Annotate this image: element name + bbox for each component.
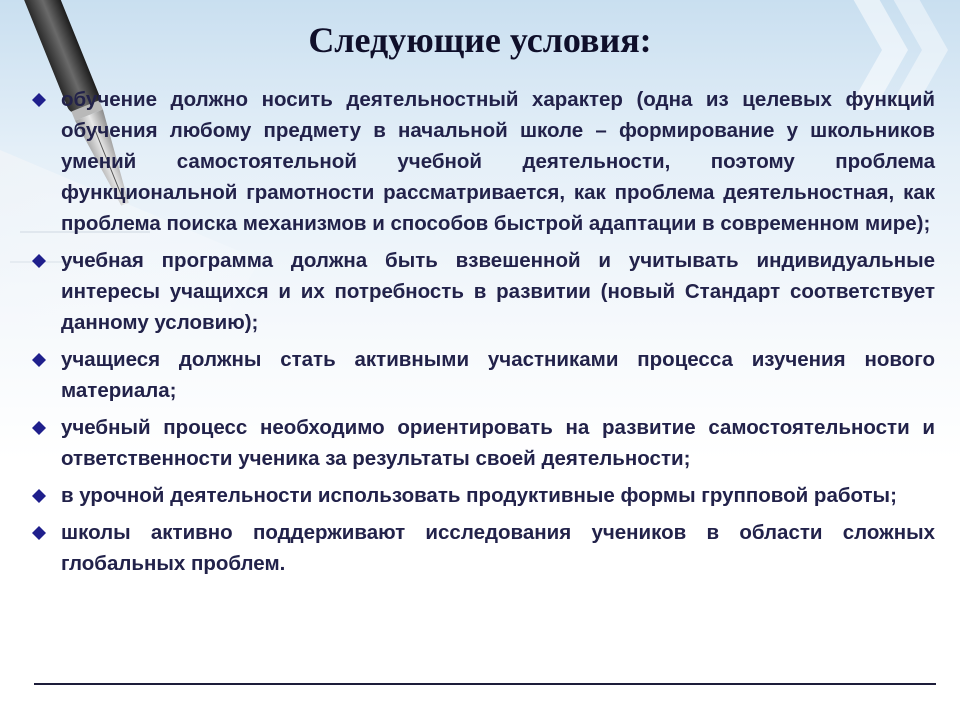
diamond-bullet-icon: [32, 421, 46, 435]
list-item: [30, 344, 935, 406]
list-item: [30, 84, 935, 239]
bottom-divider: [34, 683, 936, 685]
list-item: [30, 412, 935, 474]
diamond-bullet-icon: [32, 353, 46, 367]
list-item-text: школы активно поддерживают исследования учеников в области сложных глобальных проблем.: [61, 521, 935, 575]
list-item: [30, 245, 935, 338]
list-item-text: учащиеся должны стать активными участниками процесса изучения нового материала;: [61, 348, 935, 402]
list-item-text: обучение должно носить деятельностный характер (одна из целевых функций обучения любому предмету в начальной школе – формирование у школьников умений самостоятельной учебной деятельности, поэтому проблема функциональной грамотности рассматривается, как проблема деятельностная, как проблема поиска механизмов и способов быстрой адаптации в современном мире);: [61, 88, 935, 235]
diamond-bullet-icon: [32, 489, 46, 503]
diamond-bullet-icon: [32, 254, 46, 268]
list-item-text: в урочной деятельности использовать продуктивные формы групповой работы;: [61, 484, 897, 507]
slide-title: Следующие условия:: [308, 20, 652, 60]
list-item-text: учебная программа должна быть взвешенной и учитывать индивидуальные интересы учащихся и их потребность в развитии (новый Стандарт соответствует данному условию);: [61, 249, 935, 334]
conditions-list: [30, 84, 935, 585]
diamond-bullet-icon: [32, 526, 46, 540]
list-item: [30, 480, 935, 511]
list-item-text: учебный процесс необходимо ориентировать на развитие самостоятельности и ответственности ученика за результаты своей деятельности;: [61, 416, 935, 470]
list-item: [30, 517, 935, 579]
diamond-bullet-icon: [32, 93, 46, 107]
